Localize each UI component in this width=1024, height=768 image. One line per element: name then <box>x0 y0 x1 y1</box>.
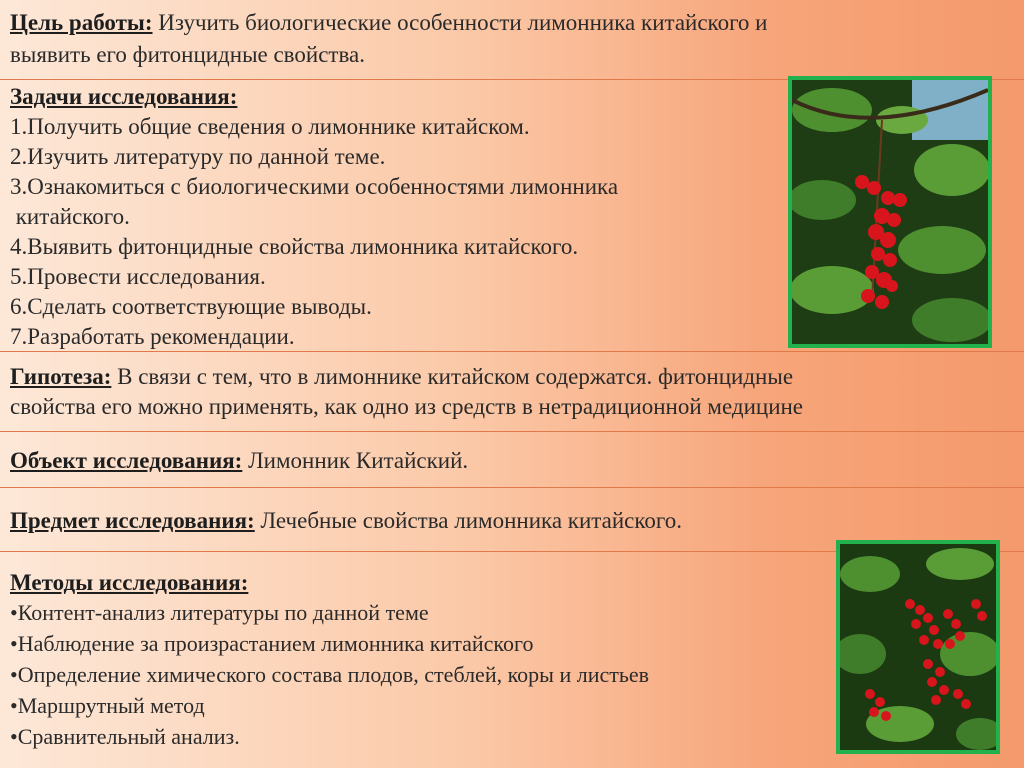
method-item-5: •Сравнительный анализ. <box>10 724 240 749</box>
task-item-1: 1.Получить общие сведения о лимоннике китайском. <box>10 114 530 139</box>
task-item-2: 2.Изучить литературу по данной теме. <box>10 144 386 169</box>
task-item-6: 6.Сделать соответствующие выводы. <box>10 294 372 319</box>
object-section <box>0 432 1024 488</box>
subject-text: Лечебные свойства лимонника китайского. <box>254 508 682 533</box>
hypothesis-line-1 <box>10 364 793 390</box>
subject-line <box>10 508 682 534</box>
task-item-5: 5.Провести исследования. <box>10 264 266 289</box>
object-label: Объект исследования: <box>10 448 243 473</box>
task-item-4: 4.Выявить фитонцидные свойства лимонника китайского. <box>10 234 579 259</box>
method-item-2: •Наблюдение за произрастанием лимонника китайского <box>10 631 534 656</box>
methods-label: Методы исследования: <box>10 570 249 595</box>
hypothesis-text-1: В связи с тем, что в лимоннике китайском содержатся. фитонцидные <box>111 364 794 389</box>
hypothesis-label: Гипотеза: <box>10 364 112 389</box>
task-item-3: 3.Ознакомиться с биологическими особенностями лимонника <box>10 174 619 199</box>
task-item-7: 7.Разработать рекомендации. <box>10 324 295 349</box>
hypothesis-line-2: свойства его можно применять, как одно из средств в нетрадиционной медицине <box>10 394 804 419</box>
tasks-label: Задачи исследования: <box>10 84 238 109</box>
schisandra-photo-top <box>788 76 992 348</box>
method-item-1: •Контент-анализ литературы по данной теме <box>10 600 429 625</box>
object-line <box>10 448 468 474</box>
object-text: Лимонник Китайский. <box>242 448 469 473</box>
goal-section <box>0 0 1024 80</box>
goal-label: Цель работы: <box>10 10 153 35</box>
subject-label: Предмет исследования: <box>10 508 255 533</box>
method-item-4: •Маршрутный метод <box>10 693 205 718</box>
goal-line-1 <box>10 10 768 36</box>
goal-text-1: Изучить биологические особенности лимонника китайского и <box>152 10 768 35</box>
method-item-3: •Определение химического состава плодов, стеблей, коры и листьев <box>10 662 650 687</box>
task-item-3-cont: китайского. <box>10 204 130 229</box>
schisandra-photo-bottom <box>836 540 1000 754</box>
hypothesis-section <box>0 352 1024 432</box>
goal-line-2: выявить его фитонцидные свойства. <box>10 42 365 67</box>
